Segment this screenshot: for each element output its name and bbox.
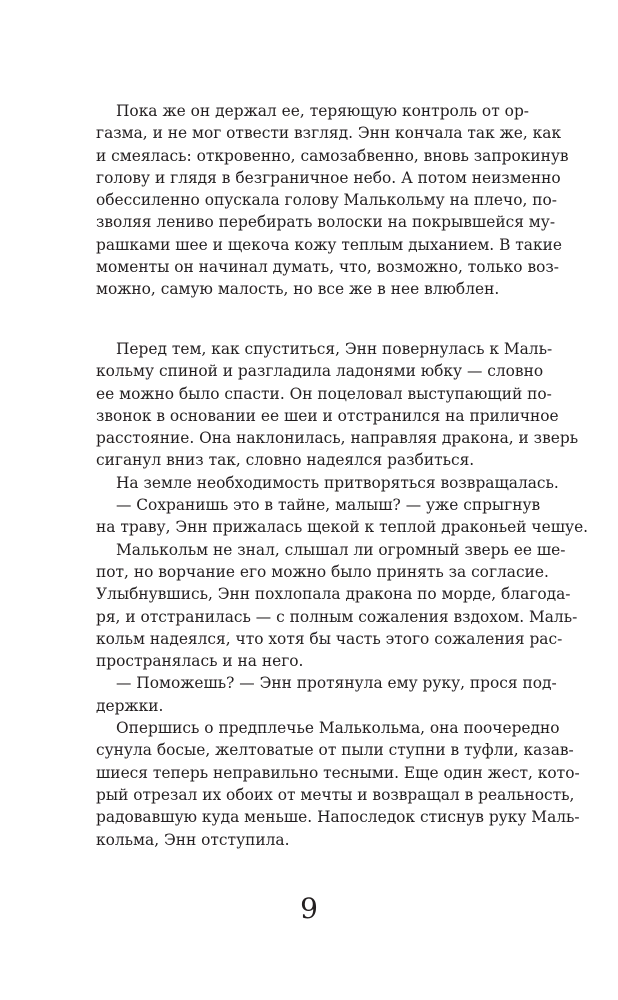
text-line: голову и глядя в безграничное небо. А потом неизменно [96,168,561,187]
text-line: газма, и не мог отвести взгляд. Энн кончала так же, как [96,124,562,143]
paragraph-1 [96,100,569,301]
text-line: радовавшую куда меньше. Напоследок стиснув руку Маль- [96,808,580,827]
text-line: кольма, Энн отступила. [96,830,290,849]
text-line: зволяя лениво перебирать волоски на покрывшейся му- [96,213,556,232]
text-line: Перед тем, как спуститься, Энн повернулась к Маль- [116,340,553,358]
page-number: 9 [300,892,318,925]
text-line: можно, самую малость, но все же в нее влюблен. [96,280,500,299]
text-line: Опершись о предплечье Малькольма, она поочередно [116,719,560,738]
text-line: рашками шее и щекоча кожу теплым дыханием. В такие [96,235,562,254]
text-line: Улыбнувшись, Энн похлопала дракона по морде, благода- [96,585,571,604]
text-line: Пока же он держал ее, теряющую контроль от ор- [116,102,529,120]
text-line: пот, но ворчание его можно было принять за согласие. [96,562,549,581]
text-line: звонок в основании ее шеи и отстранился на приличное [96,406,559,425]
section-2 [96,338,589,851]
text-line: — Поможешь? — Энн протянула ему руку, прося под- [116,674,557,693]
text-line: на траву, Энн прижалась щекой к теплой драконьей чешуе. [96,518,589,537]
text-line: расстояние. Она наклонилась, направляя дракона, и зверь [96,429,579,448]
text-line: ря, и отстранилась — с полным сожаления вздохом. Маль- [96,607,578,626]
text-line: сунула босые, желтоватые от пыли ступни в туфли, казав- [96,741,574,760]
text-line: шиеся теперь неправильно тесными. Еще один жест, кото- [96,763,580,782]
text-line: На земле необходимость притворяться возвращалась. [116,473,559,492]
text-line: Малькольм не знал, слышал ли огромный зверь ее ше- [116,540,566,559]
text-line: моменты он начинал думать, что, возможно, только воз- [96,258,559,277]
text-line: кольму спиной и разгладила ладонями юбку — словно [96,362,544,381]
text-line: обессиленно опускала голову Малькольму на плечо, по- [96,191,557,210]
text-line: пространялась и на него. [96,652,304,671]
text-line: держки. [96,696,164,715]
text-line: — Сохранишь это в тайне, малыш? — уже спрыгнув [116,496,541,515]
text-line: ее можно было спасти. Он поцеловал выступающий по- [96,384,552,403]
text-line: рый отрезал их обоих от мечты и возвращал в реальность, [96,785,575,804]
text-line: кольм надеялся, что хотя бы часть этого сожаления рас- [96,629,563,648]
text-line: сиганул вниз так, словно надеялся разбиться. [96,451,475,470]
text-line: и смеялась: откровенно, самозабвенно, вновь запрокинув [96,146,569,165]
